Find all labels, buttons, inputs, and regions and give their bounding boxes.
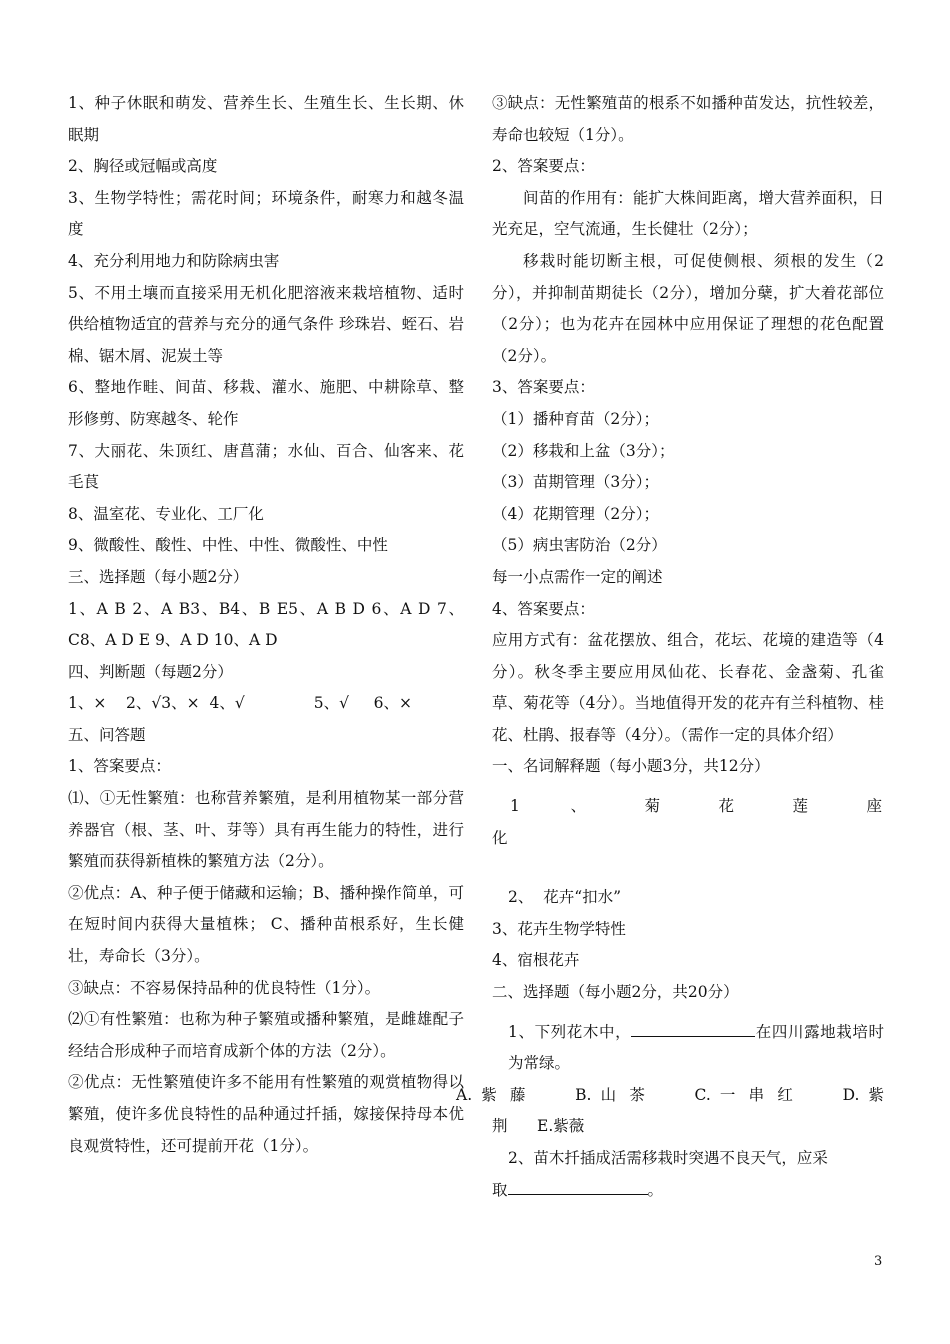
- term-1-text: 1 、 菊 花 莲 座: [510, 797, 882, 816]
- answer-line: 2、答案要点：: [492, 157, 595, 176]
- page-number: 3: [874, 1254, 883, 1269]
- question-2-text: 取: [492, 1180, 508, 1199]
- question-2: 2、苗木扦插成活需移栽时突遇不良天气，应采: [508, 1149, 828, 1167]
- answer-blank: [631, 1018, 755, 1037]
- answer-line: （1）播种育苗（2分）；: [492, 409, 659, 428]
- answer-line: 应用方式有：盆花摆放、组合，花坛、花境的建造等（4分）。秋冬季主要应用凤仙花、长春花、金盏菊、孔雀草、菊花等（4分）。当地值得开发的花卉有兰科植物、桂花、杜鹃、报春等（4分）。（需作一定的具体介绍）: [492, 631, 884, 744]
- answer-line: 4、充分利用地力和防除病虫害: [68, 251, 280, 270]
- answer-line: 每一小点需作一定的阐述: [492, 567, 663, 586]
- answer-line: ②优点：无性繁殖使许多不能用有性繁殖的观赏植物得以繁殖，使许多优良特性的品种通过扦插，嫁接保持母本优良观赏特性，还可提前开花（1分）。: [68, 1073, 464, 1155]
- answer-line: （4）花期管理（2分）；: [492, 504, 659, 523]
- answer-line: ③缺点：无性繁殖苗的根系不如播种苗发达，抗性较差，寿命也较短（1分）。: [492, 94, 884, 144]
- term-3: 3、花卉生物学特性: [492, 919, 626, 938]
- section-heading: 三、选择题（每小题2分）: [68, 567, 249, 586]
- answer-line: （3）苗期管理（3分）；: [492, 473, 659, 492]
- term-4: 4、宿根花卉: [492, 951, 580, 970]
- answer-blank: [508, 1176, 648, 1195]
- term-1-cont: 化: [492, 828, 508, 847]
- right-column: [456, 88, 884, 1206]
- question-2-end: 。: [647, 1180, 664, 1199]
- answer-line: （2）移栽和上盆（3分）；: [492, 441, 675, 460]
- answer-line: 6、整地作畦、间苗、移栽、灌水、施肥、中耕除草、整形修剪、防寒越冬、轮作: [68, 378, 464, 428]
- question-2-cont: [492, 1175, 884, 1207]
- question-1-options-cont: 荆 E.紫薇: [492, 1117, 585, 1136]
- question-1-options: A. 紫 藤 B. 山 茶 C. 一 串 红 D. 紫: [456, 1085, 884, 1104]
- answer-line: 3、答案要点：: [492, 378, 595, 397]
- answer-line: 1、答案要点：: [68, 757, 171, 776]
- answer-line: ②优点：A、种子便于储藏和运输；B、播种操作简单，可在短时间内获得大量植株； C、播种苗根系好，生长健壮，寿命长（3分）。: [68, 883, 464, 966]
- term-1: [492, 791, 884, 823]
- answer-line: ⑴、①无性繁殖：也称营养繁殖，是利用植物某一部分营养器官（根、茎、叶、芽等）具有再生能力的特性，进行繁殖而获得新植株的繁殖方法（2分）。: [68, 789, 464, 871]
- question-1-text: 1、下列花木中，: [508, 1022, 632, 1041]
- section-heading: 四、判断题（每题2分）: [68, 662, 233, 681]
- answer-line: 间苗的作用有：能扩大株间距离，增大营养面积，日光充足，空气流通，生长健壮（2分）；: [492, 188, 884, 239]
- section-heading: 一、名词解释题（每小题3分，共12分）: [492, 757, 770, 776]
- section-heading: 五、问答题: [68, 725, 146, 744]
- answer-line: 9、微酸性、酸性、中性、中性、微酸性、中性: [68, 536, 388, 555]
- answer-line: ③缺点：不容易保持品种的优良特性（1分）。: [68, 978, 381, 997]
- answer-line: 5、不用土壤而直接采用无机化肥溶液来栽培植物、适时供给植物适宜的营养与充分的通气条件 珍珠岩、蛭石、岩棉、锯木屑、泥炭土等: [68, 283, 464, 365]
- answer-line: 1、A B 2、A B3、B4、B E5、A B D 6、A D 7、C8、A D E 9、A D 10、A D: [68, 599, 464, 650]
- question-1-tail: 在四川露地栽培时为常绿。: [508, 1022, 884, 1073]
- answer-line: 3、生物学特性；需花时间；环境条件，耐寒力和越冬温度: [68, 188, 464, 239]
- question-1: [492, 1017, 884, 1080]
- answer-line: 7、大丽花、朱顶红、唐菖蒲；水仙、百合、仙客来、花毛茛: [68, 441, 464, 492]
- term-2: 2、 花卉“扣水”: [508, 888, 622, 907]
- section-heading: 二、选择题（每小题2分，共20分）: [492, 983, 739, 1002]
- answer-line: 4、答案要点：: [492, 599, 595, 618]
- answer-line: 1、种子休眠和萌发、营养生长、生殖生长、生长期、休眠期: [68, 94, 464, 144]
- answer-line: 1、× 2、√3、× 4、√ 5、√ 6、×: [68, 694, 412, 713]
- answer-line: 8、温室花、专业化、工厂化: [68, 504, 264, 523]
- left-column: [68, 88, 464, 1162]
- answer-line: ⑵①有性繁殖：也称为种子繁殖或播种繁殖，是雌雄配子经结合形成种子而培育成新个体的方法（2分）。: [68, 1010, 464, 1060]
- answer-line: （5）病虫害防治（2分）: [492, 536, 667, 555]
- answer-line: 2、胸径或冠幅或高度: [68, 157, 218, 176]
- answer-line: 移栽时能切断主根，可促使侧根、须根的发生（2分），并抑制苗期徒长（2分），增加分蘖，扩大着花部位（2分）；也为花卉在园林中应用保证了理想的花色配置（2分）。: [492, 251, 884, 365]
